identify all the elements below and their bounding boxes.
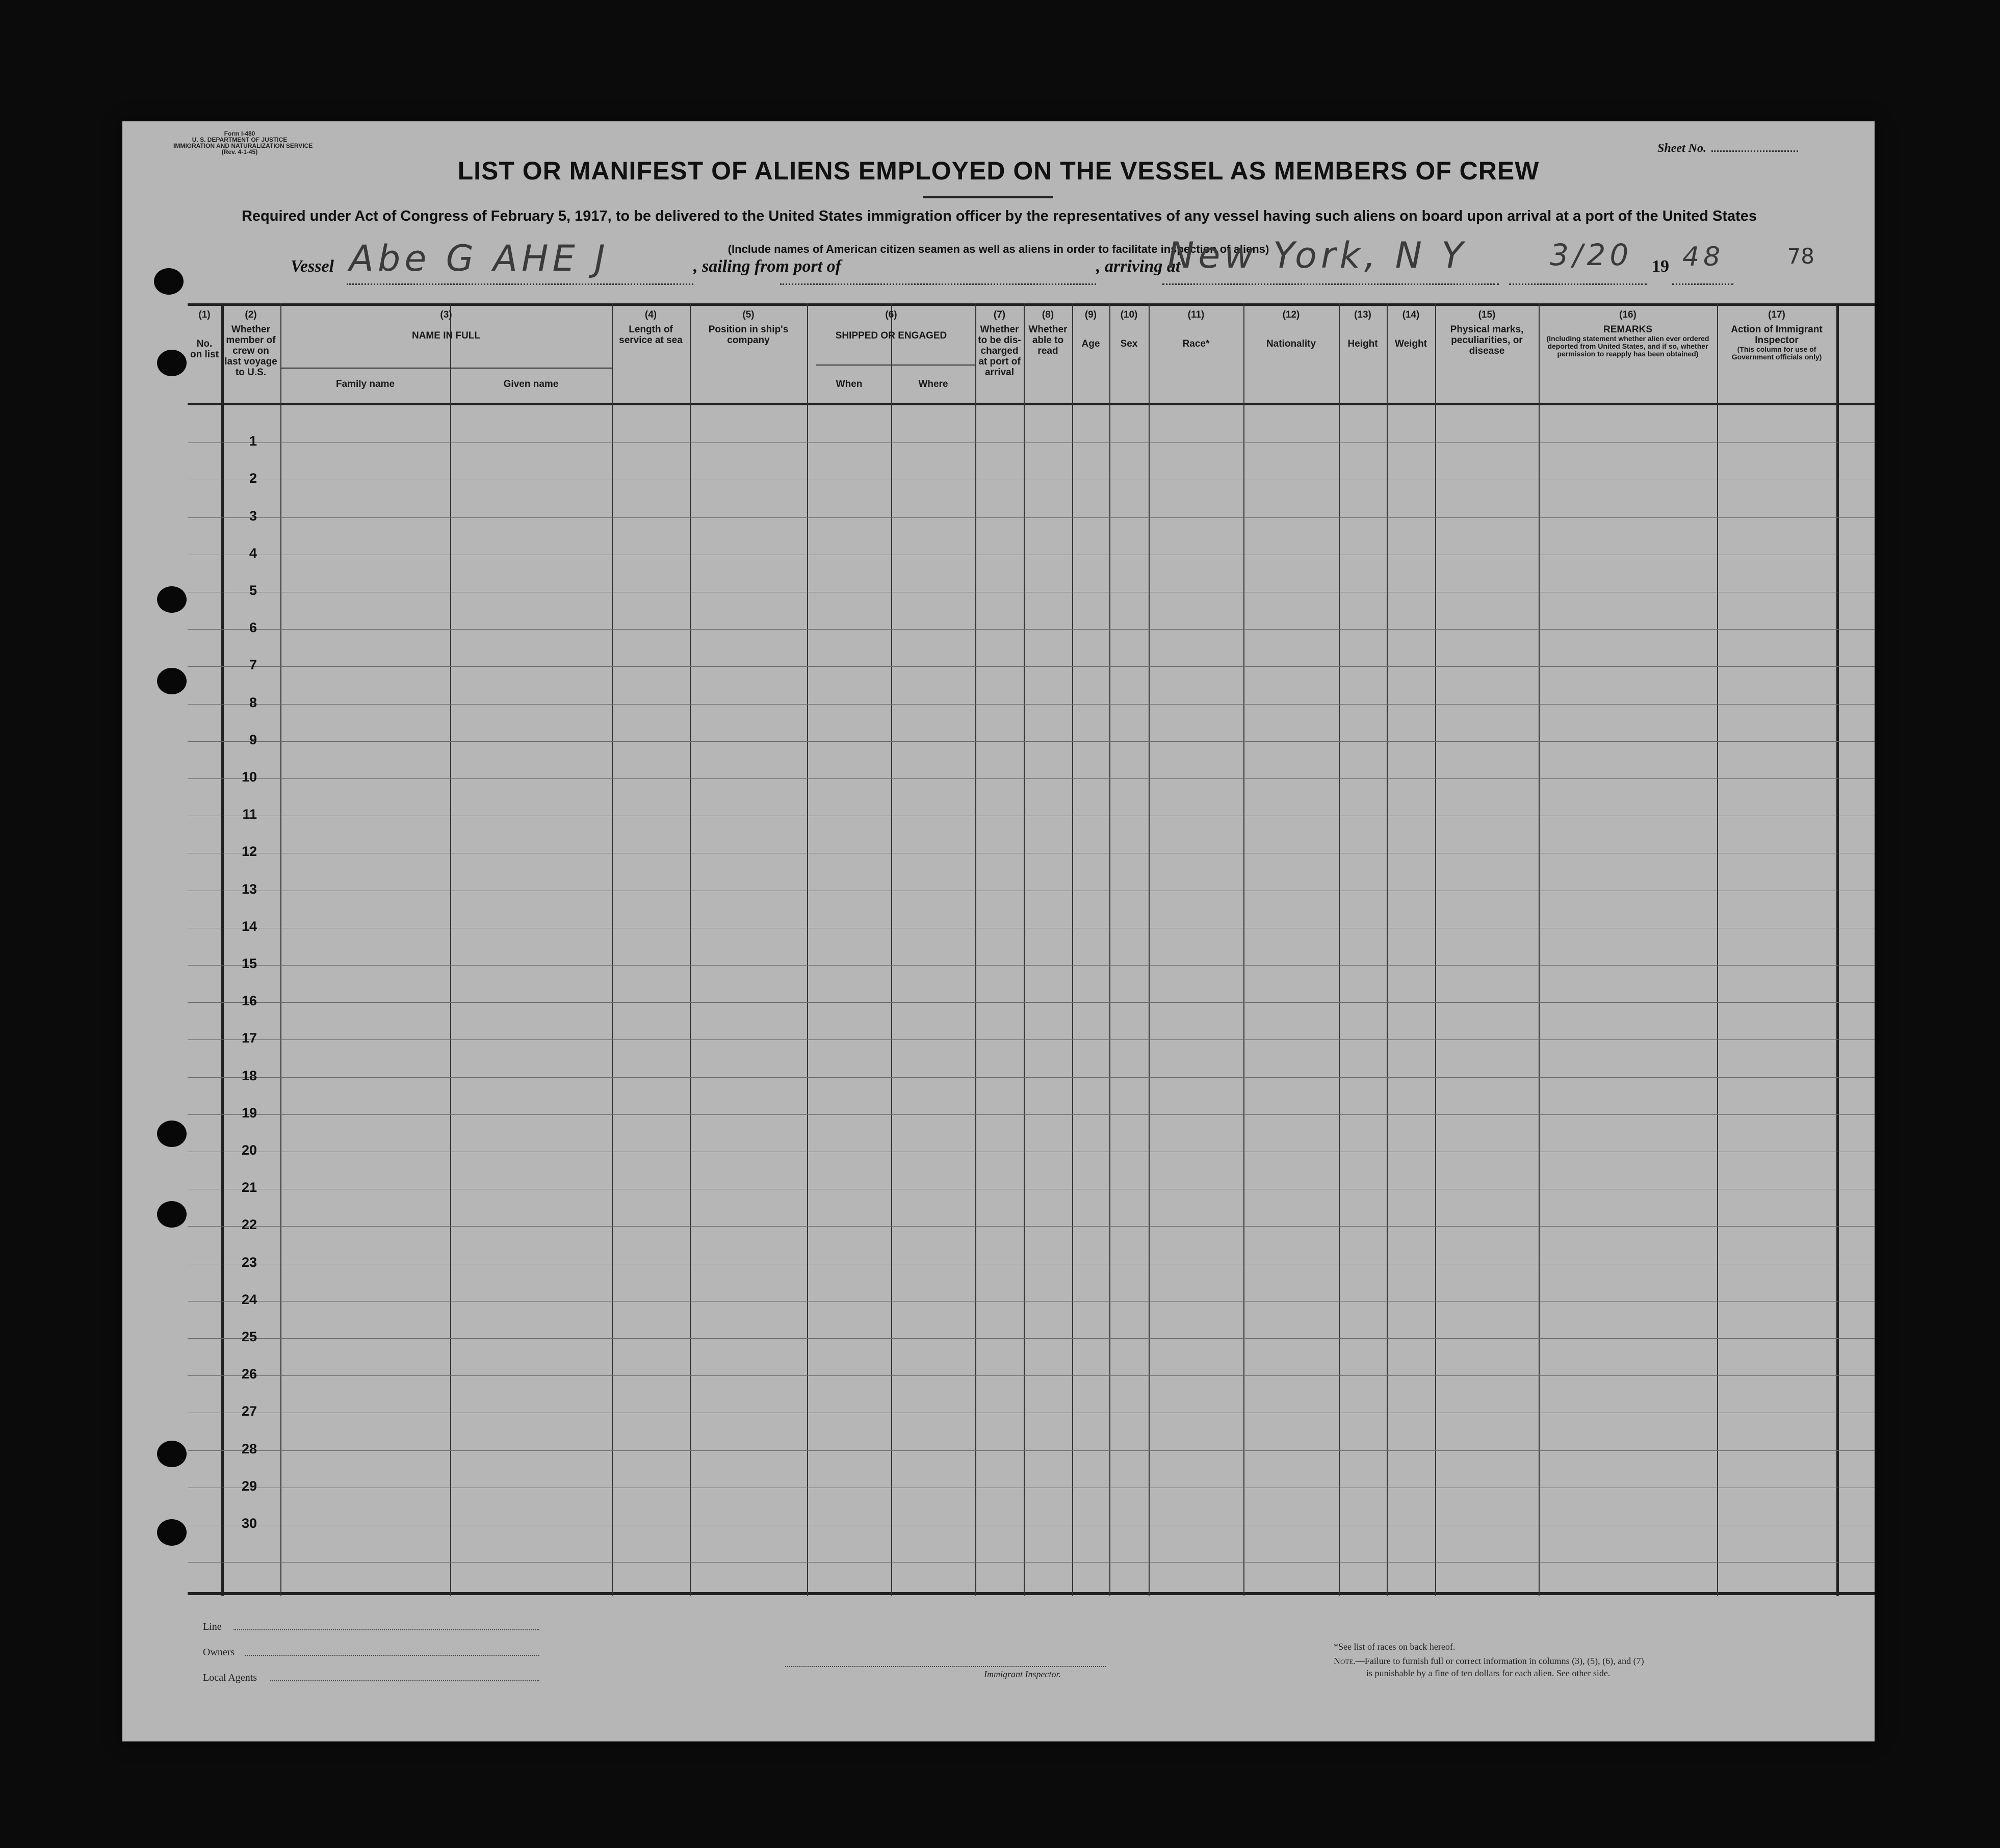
- column-rule: [891, 303, 892, 1596]
- column-rule: [450, 303, 451, 1596]
- column-label: REMARKS: [1603, 324, 1653, 335]
- subtitle-note: (Include names of American citizen seamen as well as aliens in order to facilitate inspection of aliens): [728, 243, 1269, 255]
- row-rule: [188, 965, 1875, 966]
- subtitle: Required under Act of Congress of February 5, 1917, to be delivered to the United States immigration officer by the representatives of any vessel having such aliens on board upon arrival at a port of the United States: [241, 208, 1757, 224]
- column-rule: [807, 303, 808, 1596]
- column-header: [1719, 309, 1834, 361]
- form-rev: (Rev. 4-1-45): [221, 148, 258, 155]
- column-header: [223, 309, 278, 378]
- title-rule: [923, 196, 1053, 198]
- punch-hole: [157, 1519, 187, 1546]
- row-rule: [188, 1450, 1875, 1451]
- sheet-label: Sheet No.: [1657, 142, 1706, 155]
- row-number: 2: [249, 471, 257, 486]
- column-label: Whether to be dis-charged at port of arrival: [978, 324, 1021, 378]
- row-number: 25: [241, 1329, 257, 1344]
- row-rule: [188, 1077, 1875, 1078]
- row-rule: [188, 517, 1875, 518]
- column-rule: [1243, 303, 1244, 1596]
- column-label: NAME IN FULL: [411, 330, 481, 341]
- column-label: Whether member of crew on last voyage to U.S.: [224, 324, 277, 378]
- column-label: Physical marks, peculiarities, or disease: [1450, 324, 1524, 356]
- row-number: 16: [241, 993, 257, 1009]
- row-number: 19: [241, 1105, 257, 1121]
- column-rule: [1387, 303, 1388, 1596]
- column-rule: [975, 303, 976, 1596]
- row-rule: [188, 629, 1875, 630]
- column-header: [282, 309, 610, 341]
- row-number: 23: [241, 1254, 257, 1270]
- punch-hole: [157, 1201, 187, 1228]
- row-number: 4: [249, 545, 257, 561]
- column-header: [1026, 309, 1070, 356]
- column-number: (15): [1478, 309, 1496, 320]
- header-bottom-rule: [188, 403, 1875, 405]
- column-label: No. on list: [190, 339, 219, 360]
- penalty-note: [1334, 1655, 1644, 1667]
- column-rule: [280, 303, 281, 1596]
- note-text: —Failure to furnish full or correct information in columns (3), (5), (6), and (7): [1355, 1656, 1644, 1666]
- row-number: 5: [249, 583, 257, 598]
- table-bottom-rule: [188, 1592, 1875, 1595]
- column-label: Race*: [1182, 339, 1210, 349]
- column-rule: [1717, 303, 1718, 1596]
- row-number: 14: [241, 918, 257, 934]
- row-rule: [188, 741, 1875, 742]
- column-rule: [1109, 303, 1110, 1596]
- column-number: (14): [1402, 309, 1420, 320]
- punch-hole: [157, 1121, 187, 1147]
- column-number: (6): [885, 309, 897, 320]
- column-number: (7): [993, 309, 1006, 320]
- vessel-name: Abe G AHE J: [349, 238, 609, 279]
- column-number: (4): [644, 309, 657, 320]
- row-rule: [188, 1002, 1875, 1003]
- year-prefix: 19: [1652, 257, 1669, 276]
- column-header: [809, 309, 973, 341]
- table-top-rule: [188, 303, 1875, 306]
- column-note: (Including statement whether alien ever ordered deported from United States, and if so, whether permission to reapply has been obtained): [1546, 334, 1709, 358]
- column-number: (1): [198, 309, 211, 320]
- row-number: 30: [241, 1516, 257, 1531]
- row-number: 29: [241, 1478, 257, 1494]
- footer-agents-label: Local Agents: [203, 1672, 257, 1683]
- row-number: 3: [249, 508, 257, 524]
- arriving-port-field: [1162, 283, 1499, 285]
- column-header: [977, 309, 1022, 378]
- row-number: 9: [249, 732, 257, 747]
- row-number: 18: [241, 1068, 257, 1083]
- column-rule: [1339, 303, 1340, 1596]
- crew-manifest-table: [188, 303, 1875, 1596]
- column-rule: [1149, 303, 1150, 1596]
- footer-line-label: Line: [203, 1621, 222, 1632]
- row-number: 6: [249, 620, 257, 636]
- column-rule: [1435, 303, 1436, 1596]
- column-label: Whether able to read: [1028, 324, 1068, 356]
- column-label: Age: [1081, 339, 1100, 349]
- column-label: Weight: [1395, 339, 1427, 349]
- column-label: SHIPPED OR ENGAGED: [835, 330, 947, 341]
- column-note: (This column for use of Government officials only): [1731, 345, 1822, 361]
- row-rule: [188, 1375, 1875, 1376]
- row-rule: [188, 1562, 1875, 1563]
- punch-hole: [157, 586, 187, 613]
- row-number: 1: [249, 433, 257, 449]
- column-header: [614, 309, 688, 346]
- column-label: Height: [1347, 339, 1378, 349]
- column-rule: [1024, 303, 1025, 1596]
- column-subheader: Where: [918, 379, 948, 389]
- column-subheader: Given name: [503, 379, 559, 389]
- column-rule: [612, 303, 613, 1596]
- column-number: (3): [440, 309, 452, 320]
- row-rule: [188, 666, 1875, 667]
- punch-hole: [154, 268, 184, 295]
- row-number: 24: [241, 1291, 257, 1307]
- sheet-number: [1657, 142, 1798, 155]
- year-suffix: 48: [1682, 242, 1725, 272]
- column-number: (13): [1354, 309, 1371, 320]
- sheet-number-field: [1711, 150, 1798, 152]
- row-rule: [188, 1301, 1875, 1302]
- column-number: (16): [1619, 309, 1637, 320]
- row-rule: [188, 704, 1875, 705]
- punch-hole: [157, 668, 187, 694]
- row-number: 22: [241, 1217, 257, 1233]
- page-title: LIST OR MANIFEST OF ALIENS EMPLOYED ON THE VESSEL AS MEMBERS OF CREW: [457, 157, 1540, 185]
- column-header: [1341, 309, 1385, 349]
- column-header: [1245, 309, 1337, 349]
- inspector-label: Immigrant Inspector.: [984, 1669, 1061, 1679]
- row-number: 28: [241, 1441, 257, 1456]
- row-number: 26: [241, 1366, 257, 1382]
- inspector-signature-field: [785, 1666, 1106, 1667]
- footer-owners-field: [245, 1655, 539, 1656]
- column-header: [1389, 309, 1433, 349]
- shipped-subheader-rule: [816, 365, 975, 366]
- column-header: [1437, 309, 1537, 356]
- column-label: Sex: [1120, 339, 1138, 349]
- form-service: IMMIGRATION AND NATURALIZATION SERVICE: [173, 142, 313, 149]
- row-number: 8: [249, 694, 257, 710]
- footer-agents-field: [270, 1680, 539, 1681]
- column-number: (12): [1282, 309, 1300, 320]
- column-header: [1074, 309, 1107, 349]
- year-field: [1672, 283, 1733, 285]
- column-header: [1111, 309, 1147, 349]
- column-header: [1151, 309, 1241, 349]
- column-rule: [1539, 303, 1540, 1596]
- row-number: 10: [241, 769, 257, 785]
- row-rule: [188, 1338, 1875, 1339]
- punch-hole: [157, 350, 187, 376]
- footer-line-field: [233, 1629, 539, 1630]
- column-rule: [1072, 303, 1073, 1596]
- row-rule: [188, 1226, 1875, 1227]
- column-rule: [1836, 303, 1839, 1596]
- row-number: 27: [241, 1403, 257, 1419]
- column-number: (11): [1187, 309, 1205, 320]
- column-subheader: Family name: [335, 379, 395, 389]
- sailing-port-field: [780, 283, 1096, 285]
- column-rule: [221, 303, 224, 1596]
- column-subheader: When: [836, 379, 863, 389]
- punch-hole: [157, 1441, 187, 1467]
- arrival-date-field: [1509, 283, 1647, 285]
- row-number: 7: [249, 657, 257, 673]
- row-number: 20: [241, 1142, 257, 1158]
- row-rule: [188, 778, 1875, 779]
- arriving-port: New York, N Y: [1167, 235, 1468, 276]
- row-number: 15: [241, 956, 257, 971]
- footer-owners-label: Owners: [203, 1647, 235, 1658]
- form-info: [173, 130, 313, 155]
- form-number: Form I-480: [224, 130, 255, 137]
- column-label: Action of Immigrant Inspector: [1731, 324, 1823, 346]
- name-subheader-rule: [280, 368, 612, 369]
- column-rule: [690, 303, 691, 1596]
- column-label: Nationality: [1266, 339, 1316, 349]
- note-label: Note.: [1334, 1656, 1356, 1666]
- column-label: Position in ship's company: [708, 324, 789, 346]
- form-dept: U. S. DEPARTMENT OF JUSTICE: [192, 136, 288, 143]
- column-number: (9): [1084, 309, 1097, 320]
- column-number: (8): [1042, 309, 1054, 320]
- row-rule: [188, 1114, 1875, 1115]
- row-number: 13: [241, 881, 257, 897]
- vessel-label: Vessel: [291, 257, 334, 276]
- vessel-name-field: [347, 283, 693, 285]
- page-number: 78: [1787, 244, 1814, 269]
- column-header: [190, 309, 219, 360]
- column-number: (10): [1120, 309, 1138, 320]
- arriving-label: , arriving at: [1096, 257, 1181, 276]
- column-number: (5): [742, 309, 755, 320]
- penalty-note-cont: is punishable by a fine of ten dollars for each alien. See other side.: [1366, 1668, 1611, 1678]
- column-number: (17): [1768, 309, 1785, 320]
- manifest-sheet: [122, 121, 1875, 1741]
- row-number: 17: [241, 1030, 257, 1046]
- column-header: [692, 309, 805, 346]
- row-rule: [188, 1039, 1875, 1040]
- column-label: Length of service at sea: [619, 324, 683, 346]
- column-number: (2): [245, 309, 257, 320]
- race-footnote: *See list of races on back hereof.: [1334, 1642, 1456, 1652]
- arrival-date: 3/20: [1550, 238, 1633, 272]
- column-header: [1541, 309, 1715, 358]
- row-number: 12: [241, 844, 257, 860]
- row-number: 11: [242, 806, 257, 822]
- row-number: 21: [241, 1180, 257, 1195]
- sailing-label: , sailing from port of: [693, 257, 841, 276]
